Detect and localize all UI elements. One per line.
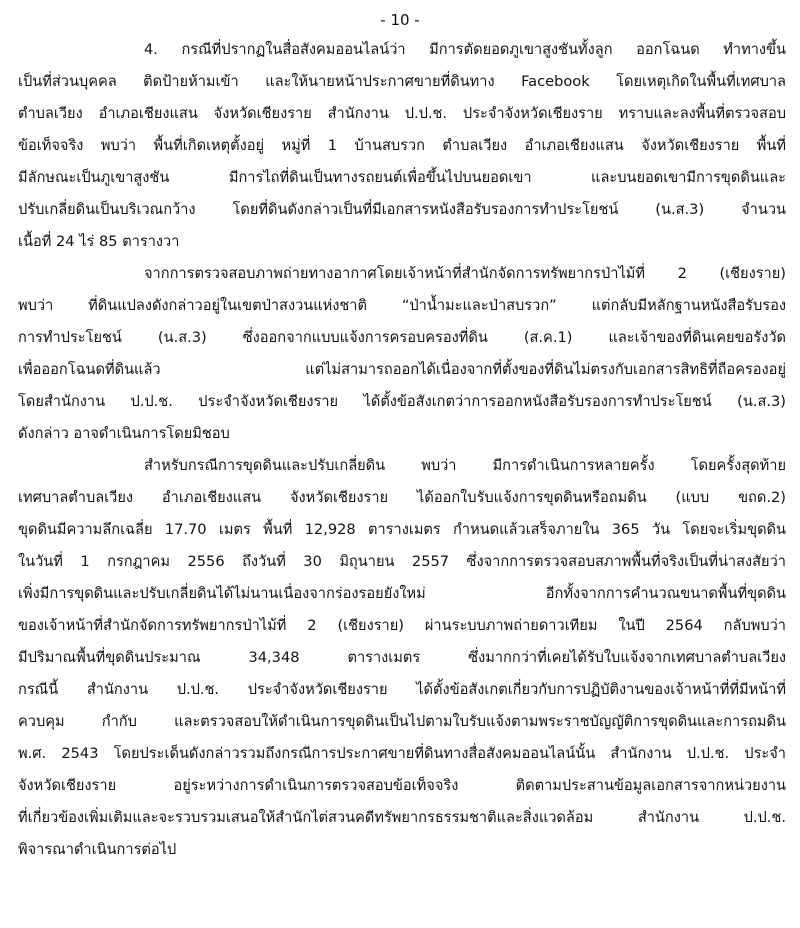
paragraph-line: พ.ศ. 2543 โดยประเด็นดังกล่าวรวมถึงกรณีการประกาศขายที่ดินทางสื่อสังคมออนไลน์นั้น สำนักงาน ป.ป.ช. ประจำ bbox=[18, 745, 786, 762]
page-number: - 10 - bbox=[380, 11, 420, 29]
paragraph-line: เพิ่งมีการขุดดินและปรับเกลี่ยดินได้ไม่นานเนื่องจากร่องรอยยังใหม่ อีกทั้งจากการคำนวณขนาดพื้นที่ขุดดิน bbox=[18, 585, 786, 602]
paragraph-line: ของเจ้าหน้าที่สำนักจัดการทรัพยากรป่าไม้ที่ 2 (เชียงราย) ผ่านระบบภาพถ่ายดาวเทียม ในปี 2564 กลับพบว่า bbox=[18, 617, 786, 634]
paragraph-3 bbox=[18, 450, 786, 866]
paragraph-line: สำหรับกรณีการขุดดินและปรับเกลี่ยดิน พบว่า มีการดำเนินการหลายครั้ง โดยครั้งสุดท้าย bbox=[144, 457, 786, 474]
paragraph-line: ดังกล่าว อาจดำเนินการโดยมิชอบ bbox=[18, 425, 230, 442]
paragraph-line: เนื้อที่ 24 ไร่ 85 ตารางวา bbox=[18, 233, 180, 250]
paragraph-line: จากการตรวจสอบภาพถ่ายทางอากาศโดยเจ้าหน้าที่สำนักจัดการทรัพยากรป่าไม้ที่ 2 (เชียงราย) bbox=[144, 265, 786, 282]
paragraph-line: ในวันที่ 1 กรกฎาคม 2556 ถึงวันที่ 30 มิถุนายน 2557 ซึ่งจากการตรวจสอบสภาพพื้นที่จริงเป็นที่น่าสงสัยว่า bbox=[18, 553, 786, 570]
paragraph-line: มีลักษณะเป็นภูเขาสูงชัน มีการไถที่ดินเป็นทางรถยนต์เพื่อขึ้นไปบนยอดเขา และบนยอดเขามีการขุดดินและ bbox=[18, 169, 786, 186]
paragraph-line: 4. กรณีที่ปรากฏในสื่อสังคมออนไลน์ว่า มีการตัดยอดภูเขาสูงชันทั้งลูก ออกโฉนด ทำทางขึ้น bbox=[144, 41, 786, 58]
paragraph-2 bbox=[18, 258, 786, 450]
paragraph-line: เป็นที่ส่วนบุคคล ติดป้ายห้ามเข้า และให้นายหน้าประกาศขายที่ดินทาง Facebook โดยเหตุเกิดในพื้นที่เทศบาล bbox=[18, 73, 786, 90]
paragraph-line: โดยสำนักงาน ป.ป.ช. ประจำจังหวัดเชียงราย ได้ตั้งข้อสังเกตว่าการออกหนังสือรับรองการทำประโยชน์ (น.ส.3) bbox=[18, 393, 786, 410]
paragraph-line: พิจารณาดำเนินการต่อไป bbox=[18, 841, 177, 858]
paragraph-line: กรณีนี้ สำนักงาน ป.ป.ช. ประจำจังหวัดเชียงราย ได้ตั้งข้อสังเกตเกี่ยวกับการปฏิบัติงานของเจ้าหน้าที่ที่มีหน้าที่ bbox=[18, 681, 786, 698]
paragraph-line: เพื่อออกโฉนดที่ดินแล้ว แต่ไม่สามารถออกได้เนื่องจากที่ตั้งของที่ดินไม่ตรงกับเอกสารสิทธิที่ถือครองอยู่ bbox=[18, 361, 786, 378]
paragraph-line: ควบคุม กำกับ และตรวจสอบให้ดำเนินการขุดดินเป็นไปตามใบรับแจ้งตามพระราชบัญญัติการขุดดินและการถมดิน bbox=[18, 713, 786, 730]
paragraph-line: ข้อเท็จจริง พบว่า พื้นที่เกิดเหตุตั้งอยู่ หมู่ที่ 1 บ้านสบรวก ตำบลเวียง อำเภอเชียงแสน จังหวัดเชียงราย พื้นที่ bbox=[18, 137, 786, 154]
paragraph-line: ขุดดินมีความลึกเฉลี่ย 17.70 เมตร พื้นที่ 12,928 ตารางเมตร กำหนดแล้วเสร็จภายใน 365 วัน โดยจะเริ่มขุดดิน bbox=[18, 521, 786, 538]
paragraph-line: พบว่า ที่ดินแปลงดังกล่าวอยู่ในเขตป่าสงวนแห่งชาติ “ป่าน้ำมะและป่าสบรวก” แต่กลับมีหลักฐานหนังสือรับรอง bbox=[18, 297, 786, 314]
document-body bbox=[18, 34, 786, 866]
paragraph-line: การทำประโยชน์ (น.ส.3) ซึ่งออกจากแบบแจ้งการครอบครองที่ดิน (ส.ค.1) และเจ้าของที่ดินเคยขอรังวัด bbox=[18, 329, 786, 346]
paragraph-line: จังหวัดเชียงราย อยู่ระหว่างการดำเนินการตรวจสอบข้อเท็จจริง ติดตามประสานข้อมูลเอกสารจากหน่วยงาน bbox=[18, 777, 786, 794]
paragraph-line: ที่เกี่ยวข้องเพิ่มเติมและจะรวบรวมเสนอให้สำนักไต่สวนคดีทรัพยากรธรรมชาติและสิ่งแวดล้อม สำนักงาน ป.ป.ช. bbox=[18, 809, 786, 826]
paragraph-line: ตำบลเวียง อำเภอเชียงแสน จังหวัดเชียงราย สำนักงาน ป.ป.ช. ประจำจังหวัดเชียงราย ทราบและลงพื้นที่ตรวจสอบ bbox=[18, 105, 786, 122]
paragraph-line: ปรับเกลี่ยดินเป็นบริเวณกว้าง โดยที่ดินดังกล่าวเป็นที่มีเอกสารหนังสือรับรองการทำประโยชน์ (น.ส.3) จำนวน bbox=[18, 201, 786, 218]
paragraph-1 bbox=[18, 34, 786, 258]
paragraph-line: เทศบาลตำบลเวียง อำเภอเชียงแสน จังหวัดเชียงราย ได้ออกใบรับแจ้งการขุดดินหรือถมดิน (แบบ ขถด.2) bbox=[18, 489, 786, 506]
paragraph-line: มีปริมาณพื้นที่ขุดดินประมาณ 34,348 ตารางเมตร ซึ่งมากกว่าที่เคยได้รับใบแจ้งจากเทศบาลตำบลเวียง bbox=[18, 649, 786, 666]
